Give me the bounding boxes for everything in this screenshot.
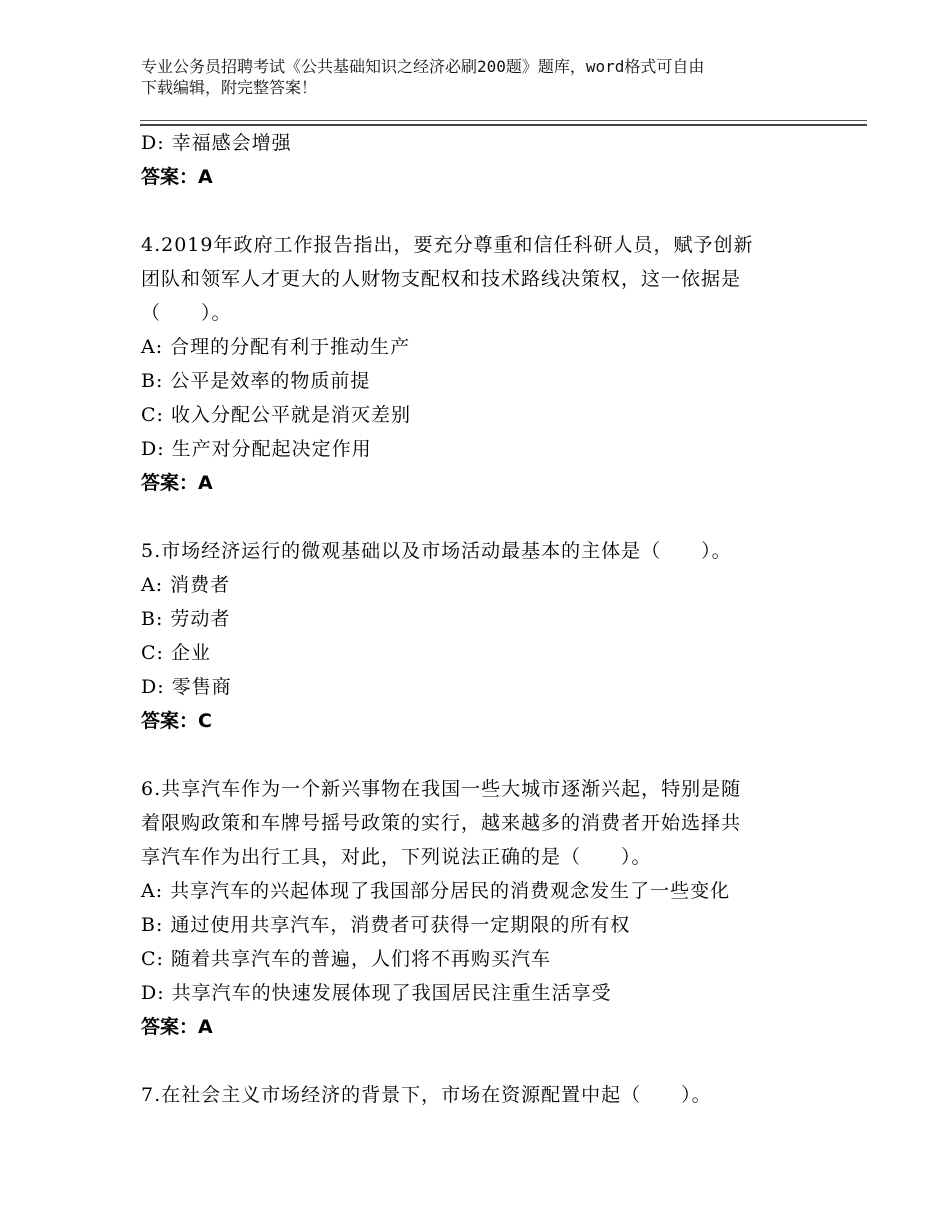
- question-7: [141, 1078, 821, 1112]
- option-c: C: 收入分配公平就是消灭差别: [141, 404, 411, 426]
- option-a: A: 合理的分配有利于推动生产: [141, 336, 411, 358]
- option-d: D: 幸福感会增强: [141, 132, 292, 154]
- stem-line: （ ）。: [141, 302, 232, 324]
- answer-label: 答案：A: [141, 1016, 213, 1038]
- answer-label: 答案：A: [141, 166, 213, 188]
- option-d: D: 共享汽车的快速发展体现了我国居民注重生活享受: [141, 982, 612, 1004]
- option-d: D: 零售商: [141, 676, 232, 698]
- header-divider: [140, 120, 867, 121]
- question-stem: [141, 772, 821, 874]
- stem-line: 团队和领军人才更大的人财物支配权和技术路线决策权，这一依据是: [141, 268, 742, 290]
- header-line-1: 专业公务员招聘考试《公共基础知识之经济必刷200题》题库，word格式可自由: [141, 57, 705, 76]
- question-4: [141, 228, 821, 500]
- answer-label: 答案：C: [141, 710, 212, 732]
- answer-label: 答案：A: [141, 472, 213, 494]
- header-line-2: 下载编辑，附完整答案！: [141, 78, 318, 97]
- option-b: B: 通过使用共享汽车，消费者可获得一定期限的所有权: [141, 914, 631, 936]
- option-a: A: 消费者: [141, 574, 231, 596]
- option-b: B: 公平是效率的物质前提: [141, 370, 371, 392]
- question-6: [141, 772, 821, 1044]
- option-a: A: 共享汽车的兴起体现了我国部分居民的消费观念发生了一些变化: [141, 880, 731, 902]
- stem-line: 5.市场经济运行的微观基础以及市场活动最基本的主体是（ ）。: [141, 540, 732, 562]
- stem-line: 着限购政策和车牌号摇号政策的实行，越来越多的消费者开始选择共: [141, 812, 742, 834]
- option-d: D: 生产对分配起决定作用: [141, 438, 372, 460]
- question-5: [141, 534, 821, 738]
- question-list: [141, 126, 821, 1112]
- option-c: C: 企业: [141, 642, 211, 664]
- question-stem: [141, 1078, 821, 1112]
- option-b: B: 劳动者: [141, 608, 231, 630]
- document-header: [141, 56, 821, 98]
- stem-line: 6.共享汽车作为一个新兴事物在我国一些大城市逐渐兴起，特别是随: [141, 778, 742, 800]
- option-c: C: 随着共享汽车的普遍，人们将不再购买汽车: [141, 948, 551, 970]
- stem-line: 享汽车作为出行工具，对此，下列说法正确的是（ ）。: [141, 846, 652, 868]
- stem-line: 4.2019年政府工作报告指出，要充分尊重和信任科研人员，赋予创新: [141, 234, 754, 256]
- question-3-tail: [141, 126, 821, 194]
- stem-line: 7.在社会主义市场经济的背景下，市场在资源配置中起（ ）。: [141, 1084, 712, 1106]
- question-stem: [141, 534, 821, 568]
- question-stem: [141, 228, 821, 330]
